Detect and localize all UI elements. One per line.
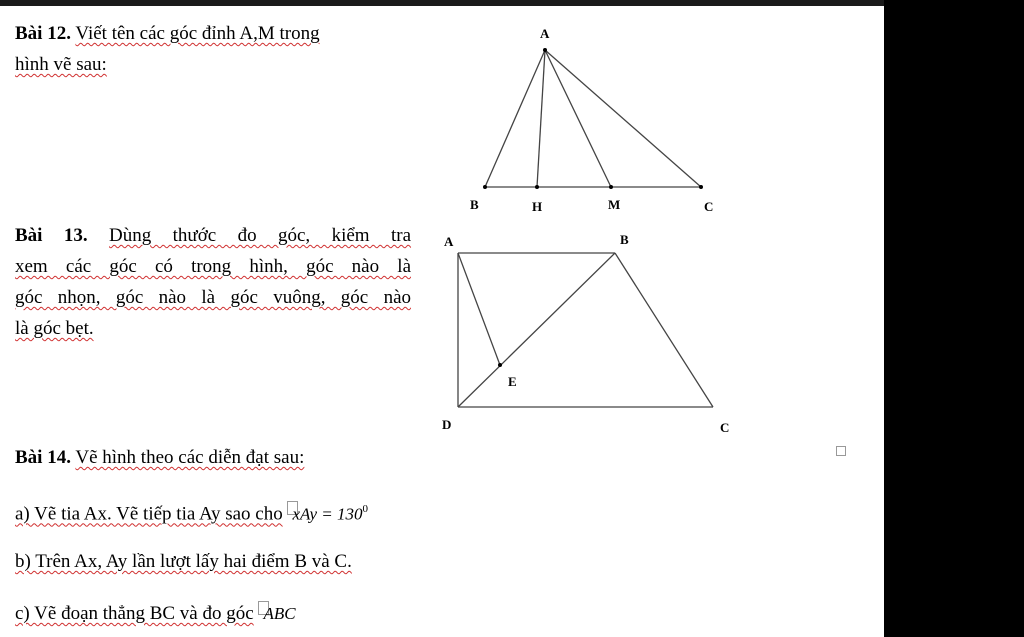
- label-c2: C: [720, 420, 730, 435]
- point-h: [535, 185, 539, 189]
- bai14-title-line: [15, 442, 304, 473]
- point-c: [699, 185, 703, 189]
- bai14-a-text: a) Vẽ tia Ax. Vẽ tiếp tia Ay sao cho: [15, 503, 283, 525]
- segment-am: [545, 50, 611, 187]
- bai14-c-text: c) Vẽ đoạn thẳng BC và đo góc: [15, 603, 254, 624]
- bai14-label: Bài 14.: [15, 447, 71, 468]
- document-page: [0, 6, 884, 637]
- segment-ab: [485, 50, 545, 187]
- bai14-title: Vẽ hình theo các diễn đạt sau:: [75, 447, 305, 468]
- segment-ae: [458, 253, 500, 365]
- figure-quadrilateral: [430, 226, 750, 441]
- segment-ah: [537, 50, 545, 187]
- bai12-line2: hình vẽ sau:: [15, 54, 107, 75]
- figure-triangle: [460, 24, 750, 224]
- segment-bc2: [615, 253, 713, 407]
- bai14-b: [15, 546, 352, 577]
- segment-db: [458, 253, 615, 407]
- bai14-b-text: b) Trên Ax, Ay lần lượt lấy hai điểm B và C.: [15, 551, 352, 572]
- bai13-line3: góc nhọn, góc nào là góc vuông, góc nào: [15, 287, 411, 308]
- bai13-line2: xem các góc có trong hình, góc nào là: [15, 256, 411, 277]
- bai14-c: [15, 598, 296, 629]
- bai14-a: [15, 494, 368, 529]
- bai14-a-math: xAy = 130: [292, 504, 363, 524]
- label-d: D: [442, 417, 452, 432]
- label-c: C: [704, 199, 714, 214]
- bai13-text: [15, 220, 411, 344]
- label-b: B: [470, 197, 479, 212]
- point-a: [543, 48, 547, 52]
- point-b: [483, 185, 487, 189]
- point-m: [609, 185, 613, 189]
- label-m: M: [608, 197, 621, 212]
- bai13-label: Bài 13.: [15, 225, 88, 246]
- bai12-line1: Viết tên các góc đỉnh A,M trong: [75, 23, 320, 44]
- bai12-label: Bài 12.: [15, 23, 71, 44]
- bai12-text: [15, 18, 415, 80]
- point-e: [498, 363, 502, 367]
- bai13-line4: là góc bẹt.: [15, 318, 94, 339]
- label-h: H: [532, 199, 543, 214]
- paragraph-marker-icon: [836, 446, 846, 456]
- label-e: E: [508, 374, 517, 389]
- bai14-a-sup: 0: [362, 503, 368, 515]
- segment-ac: [545, 50, 701, 187]
- label-a2: A: [444, 234, 454, 249]
- bai14-c-math: ABC: [263, 604, 296, 623]
- label-b2: B: [620, 232, 629, 247]
- bai13-line1: Dùng thước đo góc, kiểm tra: [109, 225, 412, 246]
- label-a: A: [540, 26, 550, 41]
